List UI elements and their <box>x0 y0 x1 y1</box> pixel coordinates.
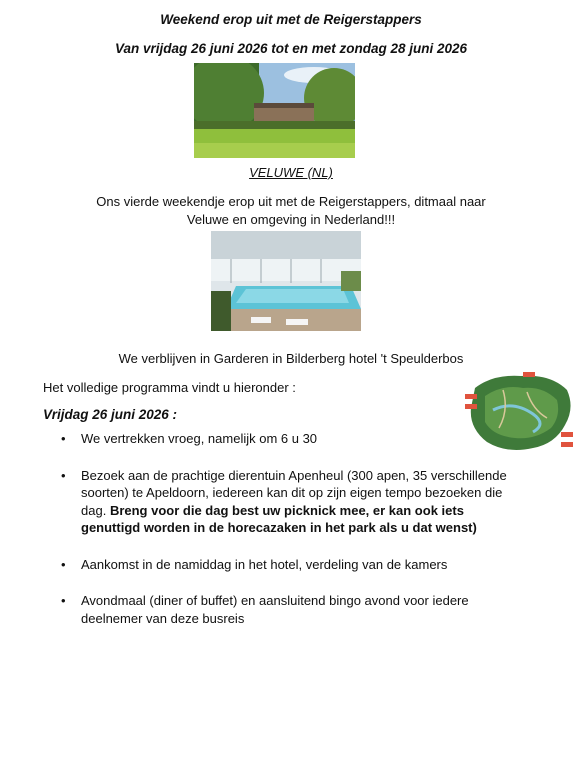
intro-paragraph <box>0 193 582 229</box>
list-item-text: Bezoek aan de prachtige dierentuin Apenheul (300 apen, 35 verschillende soorten) te Apeldoorn, iedereen kan dit op zijn eigen tempo bezoeken die dag. <box>81 467 507 518</box>
list-item <box>43 430 518 448</box>
document-title: Weekend erop uit met de Reigerstappers <box>160 12 422 27</box>
accommodation-line: We verblijven in Garderen in Bilderberg hotel 't Speulderbos <box>118 351 464 366</box>
intro-line-2: Veluwe en omgeving in Nederland!!! <box>186 212 396 227</box>
indoor-pool-photo <box>211 231 361 331</box>
intro-line-1: Ons vierde weekendje erop uit met de Reigerstappers, ditmaal naar <box>96 194 486 209</box>
list-item-emphasis: Breng voor die dag best uw picknick mee, er kan ook iets genuttigd worden in de horecazaken in het park als u dat wenst) <box>81 502 477 535</box>
program-intro: Het volledige programma vindt u hieronder : <box>43 380 296 395</box>
day-heading-friday: Vrijdag 26 juni 2026 : <box>43 407 178 422</box>
region-heading: VELUWE (NL) <box>249 165 333 180</box>
bullet-icon: • <box>61 467 66 483</box>
bullet-icon: • <box>61 593 66 608</box>
list-item <box>43 556 518 574</box>
friday-program-list <box>43 430 518 627</box>
list-item-text: Avondmaal (diner of buffet) en aansluitend bingo avond voor iedere deelnemer van deze busreis <box>81 593 469 626</box>
list-item <box>43 592 518 627</box>
list-item-text: We vertrekken vroeg, namelijk om 6 u 30 <box>81 431 318 446</box>
trip-dates: Van vrijdag 26 juni 2026 tot en met zondag 28 juni 2026 <box>114 41 468 56</box>
list-item-text: Aankomst in de namiddag in het hotel, verdeling van de kamers <box>81 556 448 572</box>
list-item <box>43 467 518 537</box>
bullet-icon: • <box>61 431 66 446</box>
bullet-icon: • <box>61 556 66 572</box>
hotel-garden-photo <box>194 63 355 158</box>
